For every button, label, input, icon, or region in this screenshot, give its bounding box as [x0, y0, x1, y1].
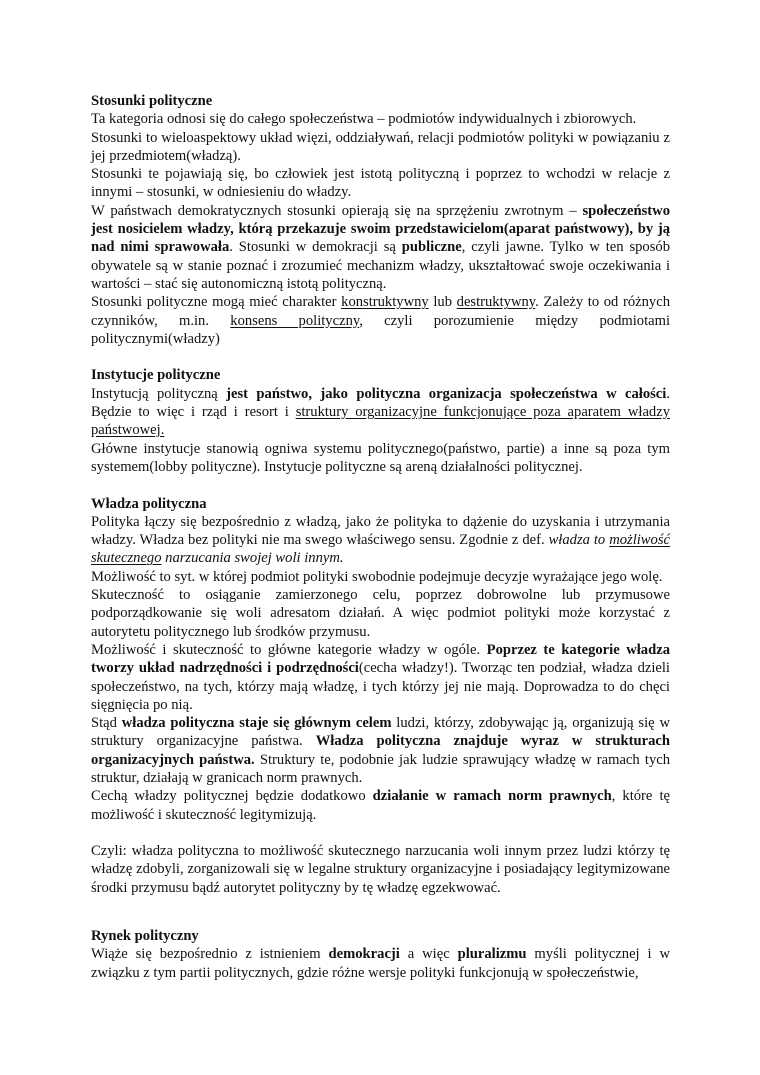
text-run: , które tę możliwość i skuteczność legitymizują.: [91, 788, 670, 823]
text-run: lub: [428, 294, 457, 311]
bold-text: demokracji: [328, 946, 400, 963]
text-run: Polityka łączy się bezpośrednio z władzą, jako że polityka to dążenie do uzyskania i utrzymania władzy. Władza bez polityki nie ma swego właściwego sensu. Zgodnie z def.: [91, 513, 670, 549]
text-run: , czyli jawne. Tylko w ten sposób obywatele są w stanie poznać i zrozumieć mechanizm władzy, ukształtować swoje oczekiwania i wartości – stać się autonomiczną istotą polityczną.: [91, 239, 670, 292]
paragraph: [91, 202, 670, 293]
bold-text: działanie w ramach norm prawnych: [372, 788, 612, 805]
bold-text: jest państwo, jako polityczna organizacja społeczeństwa w całości: [226, 385, 667, 402]
underlined-text: możliwość: [609, 532, 670, 549]
text-run: . Będzie to więc i rząd i resort i: [91, 385, 670, 421]
text-run: Stąd: [91, 715, 122, 732]
text-run: Wiąże się bezpośrednio z istnieniem: [91, 946, 329, 963]
section-instytucje-polityczne: [91, 366, 670, 476]
paragraph: Skuteczność to osiąganie zamierzonego celu, poprzez dobrowolne lub przymusowe podporządkowanie się woli adresatom działań. A więc podmiot polityki może korzystać z autorytetu politycznego lub środków przymusu.: [91, 587, 670, 640]
paragraph: Główne instytucje stanowią ogniwa systemu politycznego(państwo, partie) a inne są poza tym systemem(lobby polityczne). Instytucje polityczne są areną działalności politycznej.: [91, 440, 670, 475]
bold-text: społeczeństwo jest nosicielem władzy, którą przekazuje swoim przedstawicielom(aparat państwowy), by ją nad nimi sprawowała: [91, 202, 670, 256]
paragraph: [91, 385, 670, 440]
underlined-text: konsens polityczny: [230, 312, 360, 329]
paragraph: [91, 293, 670, 348]
underlined-text: struktury organizacyjne funkcjonujące poza aparatem władzy państwowej.: [91, 404, 671, 439]
spacer: [91, 897, 670, 927]
underlined-text: skutecznego: [91, 550, 162, 567]
text-run: narzucania swojej woli innym.: [161, 550, 344, 567]
section-stosunki-polityczne: [91, 92, 670, 348]
section-heading: Rynek polityczny: [91, 928, 199, 945]
paragraph: Stosunki to wieloaspektowy układ więzi, oddziaływań, relacji podmiotów polityki w powiązaniu z jej przedmiotem(władzą).: [91, 129, 670, 164]
paragraph-summary: Czyli: władza polityczna to możliwość skutecznego narzucania woli innym przez ludzi którzy tę władzę zdobyli, zorganizowali się w legalne struktury organizacyjne i posiadający legitymizowane środki przymusu bądź autorytet polityczny by tę władzę egzekwować.: [91, 843, 670, 896]
text-run: . Stosunki w demokracji są: [229, 239, 402, 256]
bold-text: pluralizmu: [457, 946, 527, 963]
section-rynek-polityczny: [91, 927, 670, 982]
text-run: władza to: [548, 532, 610, 549]
section-heading: Władza polityczna: [91, 495, 207, 512]
text-run: Instytucją polityczną: [91, 385, 227, 402]
text-run: Cechą władzy politycznej będzie dodatkowo: [91, 788, 373, 805]
paragraph: Stosunki te pojawiają się, bo człowiek jest istotą polityczną i poprzez to wchodzi w relacje z innymi – stosunki, w odniesieniu do władzy.: [91, 166, 670, 201]
text-run: myśli politycznej i w związku z tym partii politycznych, gdzie różne wersje polityki funkcjonują w społeczeństwie,: [91, 946, 670, 981]
text-run: , czyli porozumienie między podmiotami politycznymi(władzy): [91, 312, 671, 347]
underlined-text: konstruktywny: [341, 294, 429, 311]
spacer: [91, 348, 670, 366]
paragraph: Ta kategoria odnosi się do całego społeczeństwa – podmiotów indywidualnych i zbiorowych.: [91, 111, 637, 128]
paragraph: [91, 945, 670, 982]
underlined-text: destruktywny: [456, 294, 536, 311]
section-heading: Instytucje polityczne: [91, 367, 221, 384]
paragraph: [91, 714, 670, 787]
bold-text: Władza polityczna znajduje wyraz w strukturach organizacyjnych państwa.: [91, 733, 670, 768]
section-heading: Stosunki polityczne: [91, 93, 213, 109]
text-run: Struktury te, podobnie jak ludzie sprawujący władzę w ramach tych struktur, działają w granicach norm prawnych.: [91, 751, 671, 786]
text-run: a więc: [399, 946, 458, 963]
bold-text: Poprzez te kategorie władza tworzy układ nadrzędności i podrzędności: [91, 641, 670, 677]
paragraph: [91, 641, 670, 714]
bold-text: publiczne: [401, 239, 462, 256]
text-run: W państwach demokratycznych stosunki opierają się na sprzężeniu zwrotnym –: [91, 202, 583, 219]
spacer: [91, 824, 670, 842]
section-wladza-polityczna: [91, 495, 670, 898]
text-run: . Zależy to od różnych czynników, m.in.: [91, 294, 670, 329]
paragraph: [91, 513, 670, 568]
paragraph: Możliwość to syt. w której podmiot polityki swobodnie podejmuje decyzje wyrażające jego wolę.: [91, 568, 663, 585]
text-run: Możliwość i skuteczność to główne kategorie władzy w ogóle.: [91, 641, 487, 658]
text-run: (cecha władzy!). Tworząc ten podział, władza dzieli społeczeństwo, na tych, którzy mają władzę, i tych którzy jej nie mają. Doprowadza to do chęci sięgnięcia po nią.: [91, 660, 670, 713]
text-run: ludzi, którzy, zdobywając ją, organizują się w struktury organizacyjne państwa.: [91, 715, 670, 750]
text-run: Stosunki polityczne mogą mieć charakter: [91, 294, 342, 311]
spacer: [91, 476, 670, 494]
bold-text: władza polityczna staje się głównym celem: [121, 715, 392, 732]
paragraph: [91, 787, 670, 824]
